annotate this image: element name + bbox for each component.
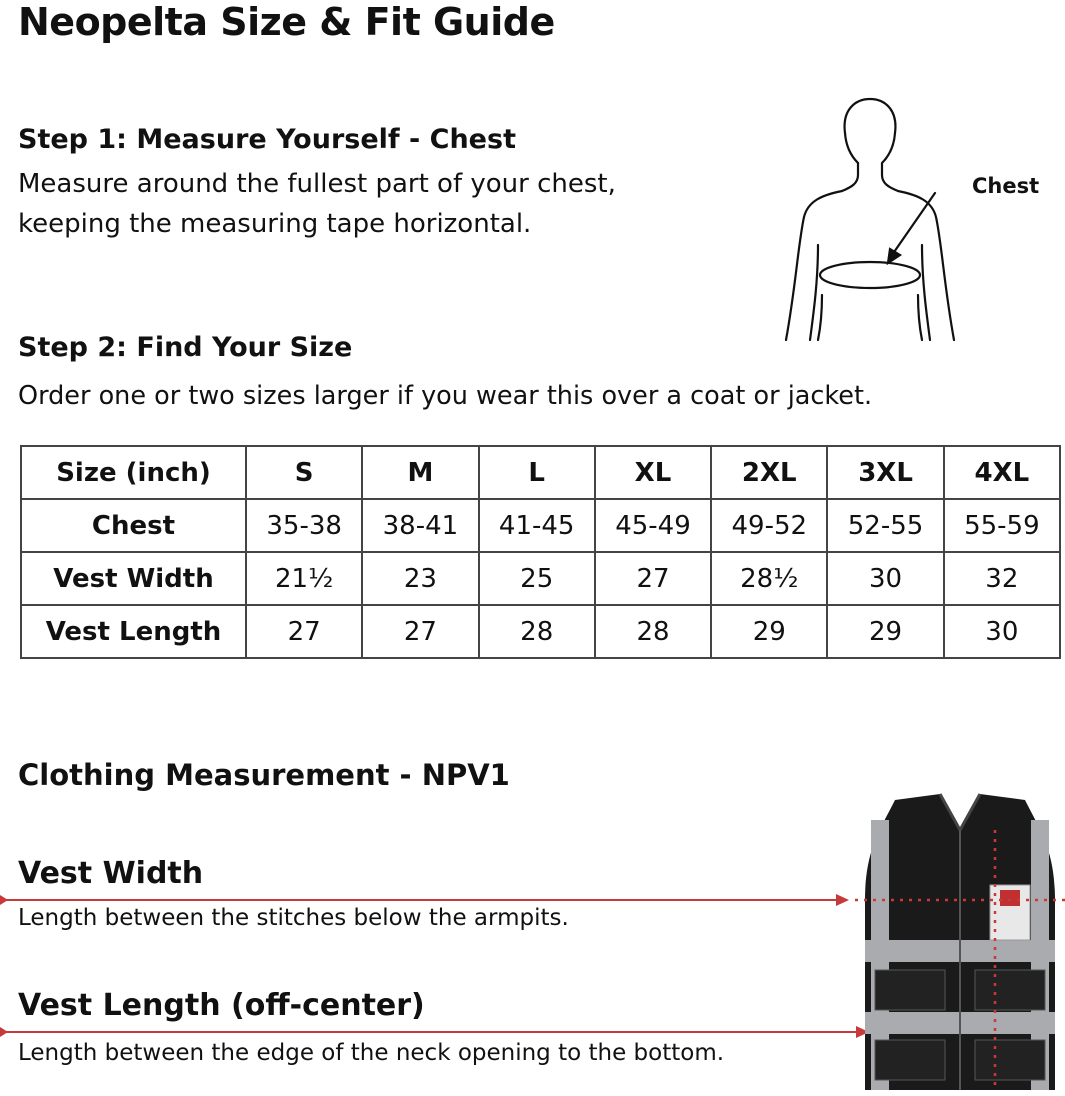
table-row — [21, 605, 1060, 658]
step2-text: Order one or two sizes larger if you wear this over a coat or jacket. — [18, 381, 873, 411]
header-cell: S — [246, 446, 362, 499]
vest-width-heading: Vest Width — [18, 856, 204, 891]
vest-illustration — [855, 790, 1065, 1096]
row-label: Chest — [21, 499, 246, 552]
table-cell: 28 — [479, 605, 595, 658]
table-cell: 21½ — [246, 552, 362, 605]
table-cell: 32 — [944, 552, 1060, 605]
table-cell: 55-59 — [944, 499, 1060, 552]
chest-label: Chest — [972, 174, 1040, 198]
table-cell: 28½ — [711, 552, 827, 605]
step1-heading: Step 1: Measure Yourself - Chest — [18, 124, 516, 155]
arrow-head-icon — [836, 893, 850, 907]
arrow-tail-icon — [0, 1025, 10, 1039]
row-label: Vest Length — [21, 605, 246, 658]
header-cell: XL — [595, 446, 711, 499]
header-cell: Size (inch) — [21, 446, 246, 499]
table-cell: 45-49 — [595, 499, 711, 552]
row-label: Vest Width — [21, 552, 246, 605]
pocket — [875, 970, 945, 1010]
table-cell: 30 — [944, 605, 1060, 658]
vest-width-text: Length between the stitches below the armpits. — [18, 905, 569, 931]
size-table — [20, 445, 1061, 659]
head-outline — [845, 99, 898, 191]
table-cell: 27 — [246, 605, 362, 658]
table-cell: 49-52 — [711, 499, 827, 552]
clothing-heading: Clothing Measurement - NPV1 — [18, 758, 510, 792]
table-cell: 29 — [827, 605, 943, 658]
table-cell: 23 — [362, 552, 478, 605]
vest-length-text: Length between the edge of the neck opening to the bottom. — [18, 1040, 725, 1066]
vest-length-heading: Vest Length (off-center) — [18, 988, 425, 1023]
step1-line2: keeping the measuring tape horizontal. — [18, 209, 532, 239]
header-cell: 3XL — [827, 446, 943, 499]
pocket — [975, 970, 1045, 1010]
step1-line1: Measure around the fullest part of your chest, — [18, 169, 616, 199]
table-cell: 27 — [595, 552, 711, 605]
table-header-row — [21, 446, 1060, 499]
table-cell: 38-41 — [362, 499, 478, 552]
table-cell: 25 — [479, 552, 595, 605]
step2-heading: Step 2: Find Your Size — [18, 332, 353, 363]
header-cell: 4XL — [944, 446, 1060, 499]
vest-length-arrow-line — [0, 1031, 862, 1033]
table-cell: 35-38 — [246, 499, 362, 552]
table-cell: 41-45 — [479, 499, 595, 552]
header-cell: M — [362, 446, 478, 499]
chest-tape — [820, 262, 920, 288]
table-cell: 30 — [827, 552, 943, 605]
pocket — [875, 1040, 945, 1080]
header-cell: 2XL — [711, 446, 827, 499]
table-row — [21, 552, 1060, 605]
table-cell: 28 — [595, 605, 711, 658]
body-outline-figure — [770, 95, 970, 345]
table-row — [21, 499, 1060, 552]
table-cell: 52-55 — [827, 499, 943, 552]
arrow-tail-icon — [0, 893, 10, 907]
pocket — [975, 1040, 1045, 1080]
vest-width-arrow-line — [0, 899, 842, 901]
table-cell: 27 — [362, 605, 478, 658]
page-title: Neopelta Size & Fit Guide — [18, 0, 555, 44]
table-cell: 29 — [711, 605, 827, 658]
header-cell: L — [479, 446, 595, 499]
